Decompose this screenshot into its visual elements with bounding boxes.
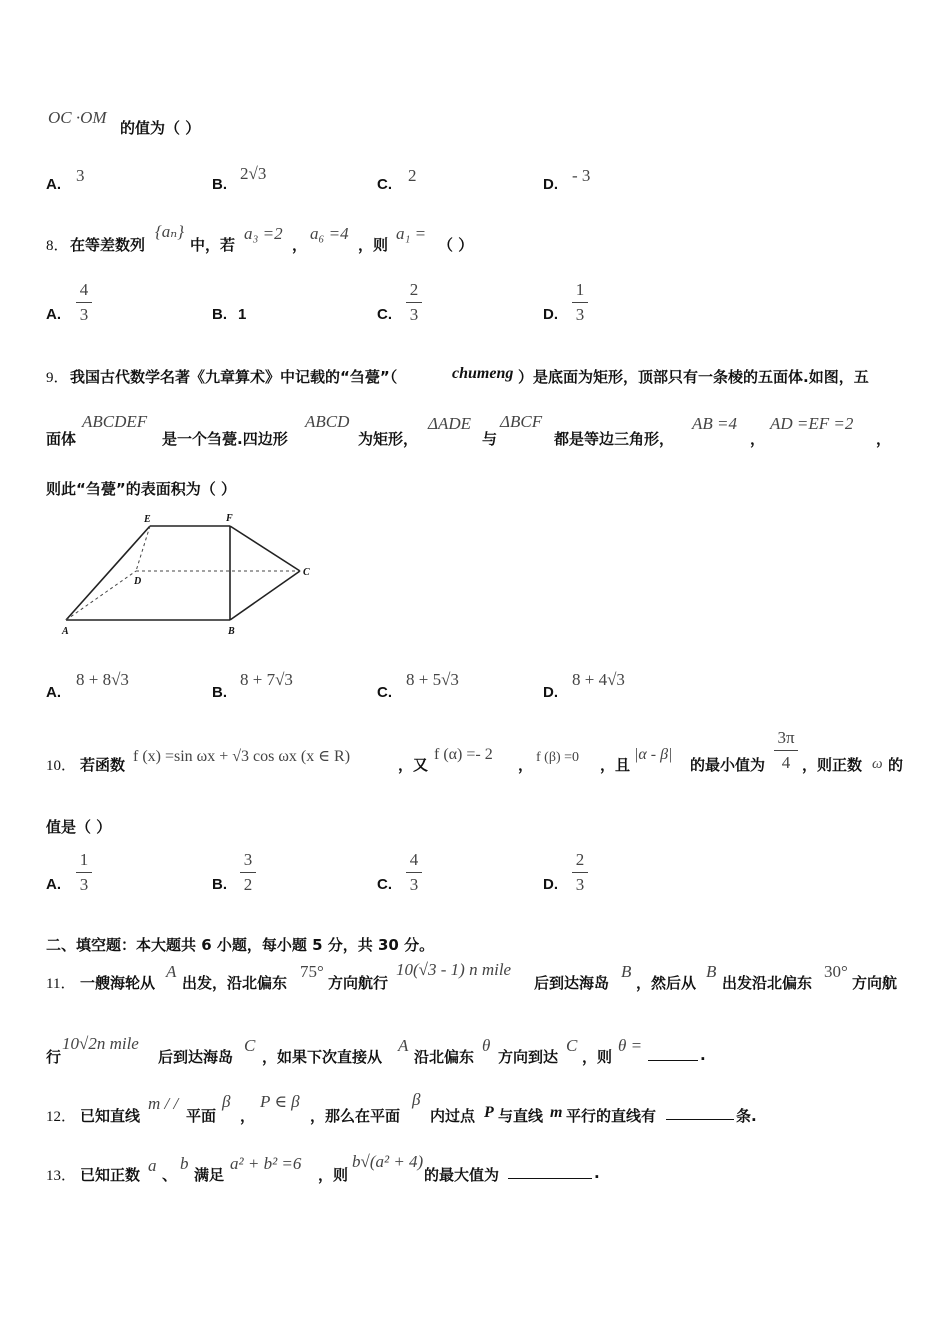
q9-opt-b-letter: B.: [212, 684, 227, 701]
q13-expression: b√(a² + 4): [352, 1152, 424, 1171]
q11-text-7: 方向航: [852, 974, 898, 992]
q11-l2-c: ，如果下次直接从: [262, 1048, 383, 1066]
q12-text-8: 条.: [736, 1107, 757, 1125]
q12-text-7: 平行的直线有: [566, 1107, 657, 1125]
q13-answer-blank[interactable]: [508, 1164, 592, 1179]
q7-opt-d-letter: D.: [543, 176, 558, 193]
q9-line1-c: ）是底面为矩形，顶部只有一条棱的五面体.如图，五: [518, 368, 869, 386]
q9-l2-rect: ABCD: [305, 412, 350, 431]
q9-l2-ad: AD =EF =2: [770, 414, 854, 433]
q10-opt-c-numerator: 4: [409, 850, 419, 869]
q12-text-2: 平面: [186, 1107, 217, 1125]
q9-opt-b-value: 8 + 7√3: [240, 670, 293, 689]
q10-f-beta: f (β) =0: [536, 750, 580, 765]
q12-point-p: P: [484, 1104, 494, 1121]
q8-opt-a-numerator: 4: [79, 280, 89, 299]
q8-opt-d-fraction: [572, 280, 588, 325]
q10-opt-c-letter: C.: [377, 876, 392, 893]
q11-number: 11．: [46, 976, 76, 992]
q11-text-6: 出发沿北偏东: [722, 974, 813, 992]
q11-text-5: ，然后从: [636, 974, 697, 992]
q11-text-4: 后到达海岛: [534, 974, 610, 992]
q10-text-3: ，: [518, 756, 534, 774]
q11-text-2: 出发，沿北偏东: [182, 974, 288, 992]
q7-opt-a-value: 3: [76, 166, 85, 185]
q12-text-1: 已知直线: [80, 1107, 141, 1125]
q9-l2-e: 为矩形，: [358, 430, 419, 448]
q9-opt-a-value: 8 + 8√3: [76, 670, 129, 689]
q10-opt-d-letter: D.: [543, 876, 558, 893]
q11-point-c2: C: [566, 1036, 578, 1055]
q11-distance-2: 10√2n mile: [62, 1034, 139, 1053]
q9-l2-g: 与: [482, 430, 498, 448]
q10-opt-b-letter: B.: [212, 876, 227, 893]
q10-function: f (x) =sin ωx + √3 cos ωx (x ∈ R): [133, 748, 351, 765]
q10-opt-d-fraction: [572, 850, 588, 895]
q11-answer-blank[interactable]: [648, 1046, 698, 1061]
q10-number: 10．: [46, 758, 77, 774]
q11-distance-1: 10(√3 - 1) n mile: [396, 960, 512, 979]
q9-opt-a-letter: A.: [46, 684, 61, 701]
q8-opt-b-value: 1: [238, 306, 247, 323]
q9-number: 9．: [46, 370, 69, 386]
q9-edge-bc: [230, 571, 300, 620]
q8-opt-c-denominator: 3: [409, 305, 419, 324]
q8-opt-d-numerator: 1: [575, 280, 585, 299]
q13-condition: a² + b² =6: [230, 1154, 302, 1173]
q12-answer-blank[interactable]: [666, 1105, 734, 1120]
q10-opt-b-numerator: 3: [243, 850, 253, 869]
q9-label-c: C: [303, 567, 310, 578]
q9-l2-solid: ABCDEF: [82, 412, 148, 431]
q9-label-b: B: [228, 626, 235, 637]
q8-text-3: ，则: [358, 236, 389, 254]
q11-text-3: 方向航行: [328, 974, 389, 992]
q9-label-a: A: [62, 626, 69, 637]
q10-opt-b-fraction: [240, 850, 256, 895]
q13-var-b: b: [180, 1154, 189, 1173]
q10-text-5: 的最小值为: [690, 756, 766, 774]
q8-cond-1: a₃ =2: [244, 224, 283, 243]
q9-opt-d-letter: D.: [543, 684, 558, 701]
q9-line1-a: 我国古代数学名著《九章算术》中记载的“刍甍”（: [70, 368, 398, 386]
q13-text-5: 的最大值为: [424, 1166, 500, 1184]
q8-opt-a-fraction: [76, 280, 92, 325]
q13-number: 13．: [46, 1168, 77, 1184]
q11-text-1: 一艘海轮从: [80, 974, 156, 992]
q8-text-1: 在等差数列: [70, 236, 146, 254]
q9-line1-pinyin: chumeng: [452, 365, 514, 382]
q9-edge-ad-hidden: [66, 571, 136, 620]
q8-opt-c-numerator: 2: [409, 280, 419, 299]
q8-sep: ，: [292, 236, 308, 254]
q12-p-in-beta: P ∈ β: [260, 1092, 300, 1111]
q9-line3: 则此“刍甍”的表面积为（ ）: [46, 480, 236, 498]
q10-text-6: ，则正数: [802, 756, 863, 774]
q13-text-1: 已知正数: [80, 1166, 141, 1184]
q9-edge-ae: [66, 526, 150, 620]
q12-text-4: ，那么在平面: [310, 1107, 401, 1125]
q12-line-m: m / /: [148, 1094, 179, 1113]
q9-label-e: E: [144, 514, 151, 525]
q8-text-2: 中，若: [190, 236, 236, 254]
q10-min-fraction: [774, 728, 798, 773]
section-2-heading: 二、填空题：本大题共 6 小题，每小题 5 分，共 30 分。: [46, 936, 435, 954]
q12-text-5: 内过点: [430, 1107, 476, 1125]
q9-l2-a: 面体: [46, 430, 77, 448]
q8-opt-d-letter: D.: [543, 306, 558, 323]
q9-opt-d-value: 8 + 4√3: [572, 670, 625, 689]
q10-min-numerator: 3π: [777, 728, 795, 747]
q9-edge-fc: [230, 526, 300, 571]
q8-opt-a-denominator: 3: [79, 305, 89, 324]
q10-f-alpha: f (α) =- 2: [434, 746, 493, 763]
q9-label-d: D: [134, 576, 142, 587]
q9-figure: [58, 508, 318, 640]
q7-tail: 的值为（ ）: [120, 119, 201, 137]
q10-opt-a-letter: A.: [46, 876, 61, 893]
q8-opt-c-fraction: [406, 280, 422, 325]
q10-opt-d-denominator: 3: [575, 875, 585, 894]
q10-opt-c-fraction: [406, 850, 422, 895]
q9-l2-c: 是一个刍甍.四边形: [162, 430, 288, 448]
q11-point-a2: A: [398, 1036, 409, 1055]
q10-opt-d-numerator: 2: [575, 850, 585, 869]
q10-text-1: 若函数: [80, 756, 126, 774]
q13-end: .: [594, 1164, 600, 1182]
q11-ask: θ =: [618, 1036, 643, 1055]
q10-text-2: ，又: [398, 756, 429, 774]
q13-var-a: a: [148, 1156, 157, 1175]
q11-point-a: A: [166, 962, 177, 981]
q8-opt-c-letter: C.: [377, 306, 392, 323]
q9-opt-c-value: 8 + 5√3: [406, 670, 459, 689]
q11-l2-f: ，则: [582, 1048, 613, 1066]
q8-ask: a₁ =: [396, 224, 427, 243]
q10-opt-b-denominator: 2: [243, 875, 253, 894]
q11-point-c: C: [244, 1036, 256, 1055]
q8-opt-d-denominator: 3: [575, 305, 585, 324]
q13-text-2: 、: [162, 1166, 178, 1184]
q11-angle-2: 30°: [824, 962, 848, 981]
q7-opt-c-value: 2: [408, 166, 417, 185]
q11-l2-e: 方向到达: [498, 1048, 559, 1066]
q8-cond-2: a₆ =4: [310, 224, 349, 243]
q11-theta: θ: [482, 1036, 491, 1055]
q11-l2-b: 后到达海岛: [158, 1048, 234, 1066]
q10-opt-c-denominator: 3: [409, 875, 419, 894]
q12-number: 12．: [46, 1109, 77, 1125]
q9-l2-k: ，: [750, 430, 766, 448]
q9-opt-c-letter: C.: [377, 684, 392, 701]
q9-l2-tri2: ΔBCF: [500, 412, 543, 431]
q11-point-b: B: [621, 962, 632, 981]
q12-text-6: 与直线: [498, 1107, 544, 1125]
q13-text-3: 满足: [194, 1166, 225, 1184]
q7-expr: OC ·OM: [48, 108, 107, 127]
q10-text-7: 的: [888, 756, 904, 774]
q9-l2-tri1: ΔADE: [428, 414, 472, 433]
q12-plane-beta: β: [222, 1092, 231, 1111]
q12-plane-beta-2: β: [412, 1090, 421, 1109]
q11-end: .: [700, 1046, 706, 1064]
q8-sequence: {aₙ}: [155, 222, 184, 241]
q7-opt-c-letter: C.: [377, 176, 392, 193]
q10-min-denominator: 4: [781, 753, 791, 772]
q11-l2-a: 行: [46, 1048, 62, 1066]
q9-l2-m: ，: [876, 430, 892, 448]
q12-line-m-2: m: [550, 1104, 563, 1121]
q7-opt-d-value: - 3: [572, 166, 591, 185]
q10-opt-a-numerator: 1: [79, 850, 89, 869]
q10-omega: ω: [872, 756, 883, 772]
q7-opt-a-letter: A.: [46, 176, 61, 193]
q8-opt-b-letter: B.: [212, 306, 227, 323]
q10-opt-a-fraction: [76, 850, 92, 895]
q9-label-f: F: [226, 513, 233, 524]
q11-point-b2: B: [706, 962, 717, 981]
q9-l2-i: 都是等边三角形，: [554, 430, 675, 448]
q10-line2: 值是（ ）: [46, 818, 112, 836]
q11-angle-1: 75°: [300, 962, 324, 981]
q7-opt-b-value: 2√3: [240, 164, 267, 183]
q11-l2-d: 沿北偏东: [414, 1048, 475, 1066]
q8-text-4: （ ）: [438, 236, 474, 254]
q9-l2-ab: AB =4: [692, 414, 737, 433]
q7-opt-b-letter: B.: [212, 176, 227, 193]
q10-text-4: ，且: [600, 756, 631, 774]
q10-abs: |α - β|: [634, 746, 673, 763]
q8-number: 8．: [46, 238, 69, 254]
q10-opt-a-denominator: 3: [79, 875, 89, 894]
q13-text-4: ，则: [318, 1166, 349, 1184]
q12-text-3: ，: [240, 1107, 256, 1125]
q8-opt-a-letter: A.: [46, 306, 61, 323]
